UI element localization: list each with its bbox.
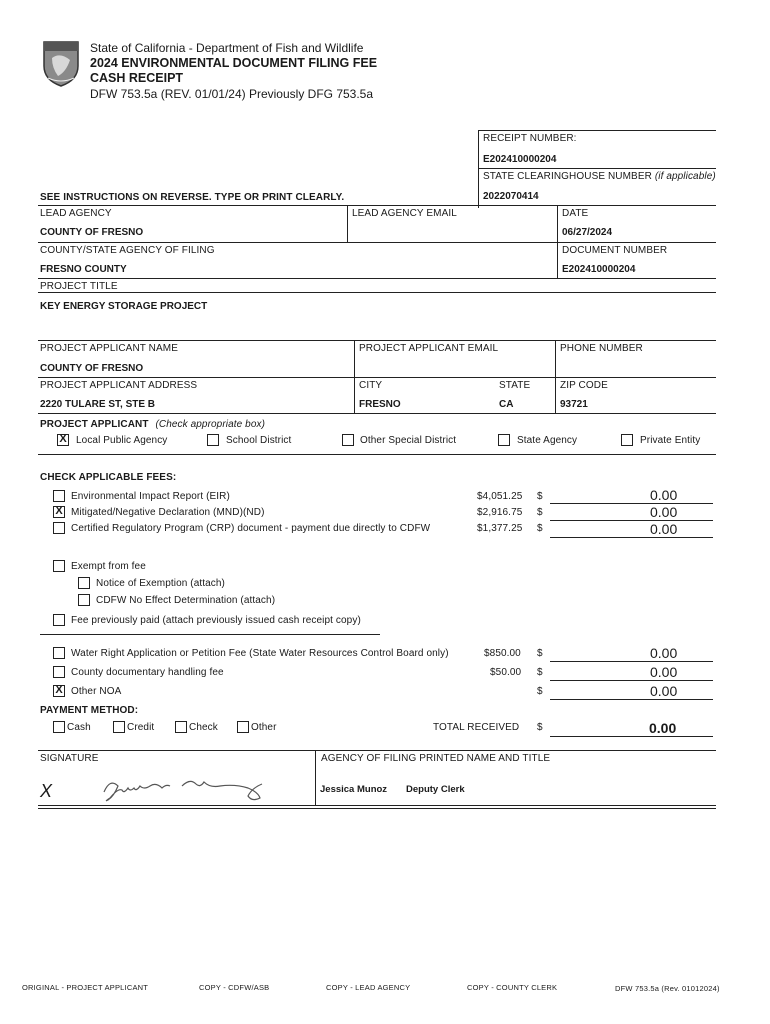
clerk-name: Jessica Munoz — [320, 784, 388, 795]
applicant-type-label-text: PROJECT APPLICANT — [40, 419, 149, 430]
form-subtitle: CASH RECEIPT — [90, 71, 184, 85]
checkbox-credit[interactable] — [113, 721, 125, 733]
signature-label: SIGNATURE — [40, 753, 99, 764]
footer-copy-cdfw: COPY - CDFW/ASB — [199, 983, 270, 992]
payment-heading: PAYMENT METHOD: — [40, 705, 139, 716]
rule — [478, 130, 479, 208]
total-received: 0.00 — [649, 720, 677, 736]
checkbox-local-public-agency[interactable]: X — [57, 434, 69, 446]
checkbox-exempt[interactable] — [53, 560, 65, 572]
rule — [38, 750, 716, 751]
prev-paid-label: Fee previously paid (attach previously issued cash receipt copy) — [71, 615, 361, 626]
date-value: 06/27/2024 — [562, 227, 613, 238]
county-filing-label: COUNTY/STATE AGENCY OF FILING — [40, 245, 215, 256]
rule — [38, 413, 716, 414]
option-local-public-agency: Local Public Agency — [76, 435, 168, 446]
checkbox-other-noa[interactable]: X — [53, 685, 65, 697]
amount-crp: 0.00 — [650, 521, 678, 537]
amount-mnd: 0.00 — [650, 504, 678, 520]
fee-rate-eir: $4,051.25 — [477, 491, 523, 502]
applicant-type-label — [40, 420, 265, 430]
fee-label-mnd: Mitigated/Negative Declaration (MND)(ND) — [71, 507, 265, 518]
rule — [38, 808, 716, 809]
footer-copy-county: COPY - COUNTY CLERK — [467, 983, 558, 992]
cdfw-seal-logo — [40, 38, 82, 88]
signature-x-mark: X — [40, 781, 53, 801]
rule — [38, 340, 716, 341]
project-title: KEY ENERGY STORAGE PROJECT — [40, 301, 208, 312]
state-label: STATE — [499, 380, 531, 391]
applicant-type-note: (Check appropriate box) — [155, 419, 266, 430]
rule — [347, 205, 348, 243]
method-check: Check — [189, 722, 218, 733]
fee-rate-water-right: $850.00 — [484, 648, 521, 659]
footer-copy-lead: COPY - LEAD AGENCY — [326, 983, 411, 992]
option-other-special-district: Other Special District — [360, 435, 457, 446]
checkbox-state-agency[interactable] — [498, 434, 510, 446]
amount-line — [550, 503, 713, 504]
fee-rate-county-handling: $50.00 — [490, 667, 522, 678]
method-other: Other — [251, 722, 277, 733]
applicant-name: COUNTY OF FRESNO — [40, 363, 144, 374]
handwritten-signature — [100, 774, 270, 804]
rule — [38, 205, 716, 206]
applicant-address-label: PROJECT APPLICANT ADDRESS — [40, 380, 198, 391]
city-label: CITY — [359, 380, 383, 391]
rule — [38, 242, 716, 243]
rule — [38, 377, 716, 378]
amount-line — [550, 699, 713, 700]
currency-eir: $ — [537, 491, 543, 502]
rule — [38, 278, 716, 279]
city-value: FRESNO — [359, 399, 401, 410]
checkbox-notice-of-exemption[interactable] — [78, 577, 90, 589]
applicant-address: 2220 TULARE ST, STE B — [40, 399, 156, 410]
form-id: DFW 753.5a (REV. 01/01/24) Previously DFG 753.5a — [90, 87, 374, 101]
amount-county-handling: 0.00 — [650, 664, 678, 680]
county-filing: FRESNO COUNTY — [40, 264, 127, 275]
checkbox-no-effect[interactable] — [78, 594, 90, 606]
date-label: DATE — [562, 208, 589, 219]
rule — [40, 634, 380, 635]
checkbox-crp[interactable] — [53, 522, 65, 534]
total-received-label: TOTAL RECEIVED — [433, 722, 520, 733]
amount-line — [550, 736, 713, 737]
rule — [38, 292, 716, 293]
document-number: E202410000204 — [562, 264, 636, 275]
agency-name: State of California - Department of Fish and Wildlife — [90, 41, 364, 55]
fee-label-county-handling: County documentary handling fee — [71, 667, 224, 678]
option-private-entity: Private Entity — [640, 435, 701, 446]
currency-county-handling: $ — [537, 667, 543, 678]
checkbox-school-district[interactable] — [207, 434, 219, 446]
state-value: CA — [499, 399, 514, 410]
checkbox-prev-paid[interactable] — [53, 614, 65, 626]
amount-line — [550, 520, 713, 521]
clearinghouse-label-text: STATE CLEARINGHOUSE NUMBER — [483, 171, 652, 182]
footer-original: ORIGINAL - PROJECT APPLICANT — [22, 983, 149, 992]
option-state-agency: State Agency — [517, 435, 578, 446]
amount-line — [550, 680, 713, 681]
printed-name-label: AGENCY OF FILING PRINTED NAME AND TITLE — [321, 753, 551, 764]
project-title-label: PROJECT TITLE — [40, 281, 118, 292]
fee-rate-crp: $1,377.25 — [477, 523, 523, 534]
zip-label: ZIP CODE — [560, 380, 608, 391]
document-number-label: DOCUMENT NUMBER — [562, 245, 668, 256]
currency-mnd: $ — [537, 507, 543, 518]
checkbox-private-entity[interactable] — [621, 434, 633, 446]
amount-other-noa: 0.00 — [650, 683, 678, 699]
checkbox-county-handling[interactable] — [53, 666, 65, 678]
no-effect-label: CDFW No Effect Determination (attach) — [96, 595, 276, 606]
receipt-number: E202410000204 — [483, 154, 557, 165]
rule — [478, 168, 716, 169]
instructions: SEE INSTRUCTIONS ON REVERSE. TYPE OR PRINT CLEARLY. — [40, 192, 345, 203]
footer-form-rev: DFW 753.5a (Rev. 01012024) — [615, 984, 720, 993]
checkbox-other-special-district[interactable] — [342, 434, 354, 446]
applicant-name-label: PROJECT APPLICANT NAME — [40, 343, 178, 354]
method-credit: Credit — [127, 722, 155, 733]
checkbox-eir[interactable] — [53, 490, 65, 502]
exempt-label: Exempt from fee — [71, 561, 146, 572]
clearinghouse-label — [483, 172, 716, 182]
checkbox-water-right[interactable] — [53, 647, 65, 659]
rule — [38, 805, 716, 806]
receipt-number-label: RECEIPT NUMBER: — [483, 133, 577, 144]
currency-other-noa: $ — [537, 686, 543, 697]
rule — [315, 750, 316, 806]
lead-agency-label: LEAD AGENCY — [40, 208, 112, 219]
checkbox-mnd[interactable]: X — [53, 506, 65, 518]
option-school-district: School District — [226, 435, 292, 446]
amount-water-right: 0.00 — [650, 645, 678, 661]
fee-label-other-noa: Other NOA — [71, 686, 122, 697]
method-cash: Cash — [67, 722, 91, 733]
fee-label-crp: Certified Regulatory Program (CRP) document - payment due directly to CDFW — [71, 523, 431, 534]
checkbox-cash[interactable] — [53, 721, 65, 733]
clerk-title: Deputy Clerk — [406, 784, 465, 795]
total-currency: $ — [537, 722, 543, 733]
phone-label: PHONE NUMBER — [560, 343, 643, 354]
fee-label-water-right: Water Right Application or Petition Fee (State Water Resources Control Board only) — [71, 648, 449, 659]
zip-value: 93721 — [560, 399, 588, 410]
lead-agency: COUNTY OF FRESNO — [40, 227, 144, 238]
applicant-email-label: PROJECT APPLICANT EMAIL — [359, 343, 499, 354]
checkbox-other-payment[interactable] — [237, 721, 249, 733]
rule — [38, 454, 716, 455]
currency-water-right: $ — [537, 648, 543, 659]
fee-rate-mnd: $2,916.75 — [477, 507, 523, 518]
form-title: 2024 ENVIRONMENTAL DOCUMENT FILING FEE — [90, 56, 378, 70]
amount-line — [550, 537, 713, 538]
clearinghouse-number: 2022070414 — [483, 191, 539, 202]
lead-agency-email-label: LEAD AGENCY EMAIL — [352, 208, 457, 219]
amount-eir: 0.00 — [650, 487, 678, 503]
clearinghouse-note: (if applicable) — [654, 171, 716, 182]
noe-label: Notice of Exemption (attach) — [96, 578, 225, 589]
checkbox-check[interactable] — [175, 721, 187, 733]
fees-heading: CHECK APPLICABLE FEES: — [40, 472, 177, 483]
currency-crp: $ — [537, 523, 543, 534]
amount-line — [550, 661, 713, 662]
rule — [478, 130, 716, 131]
fee-label-eir: Environmental Impact Report (EIR) — [71, 491, 230, 502]
